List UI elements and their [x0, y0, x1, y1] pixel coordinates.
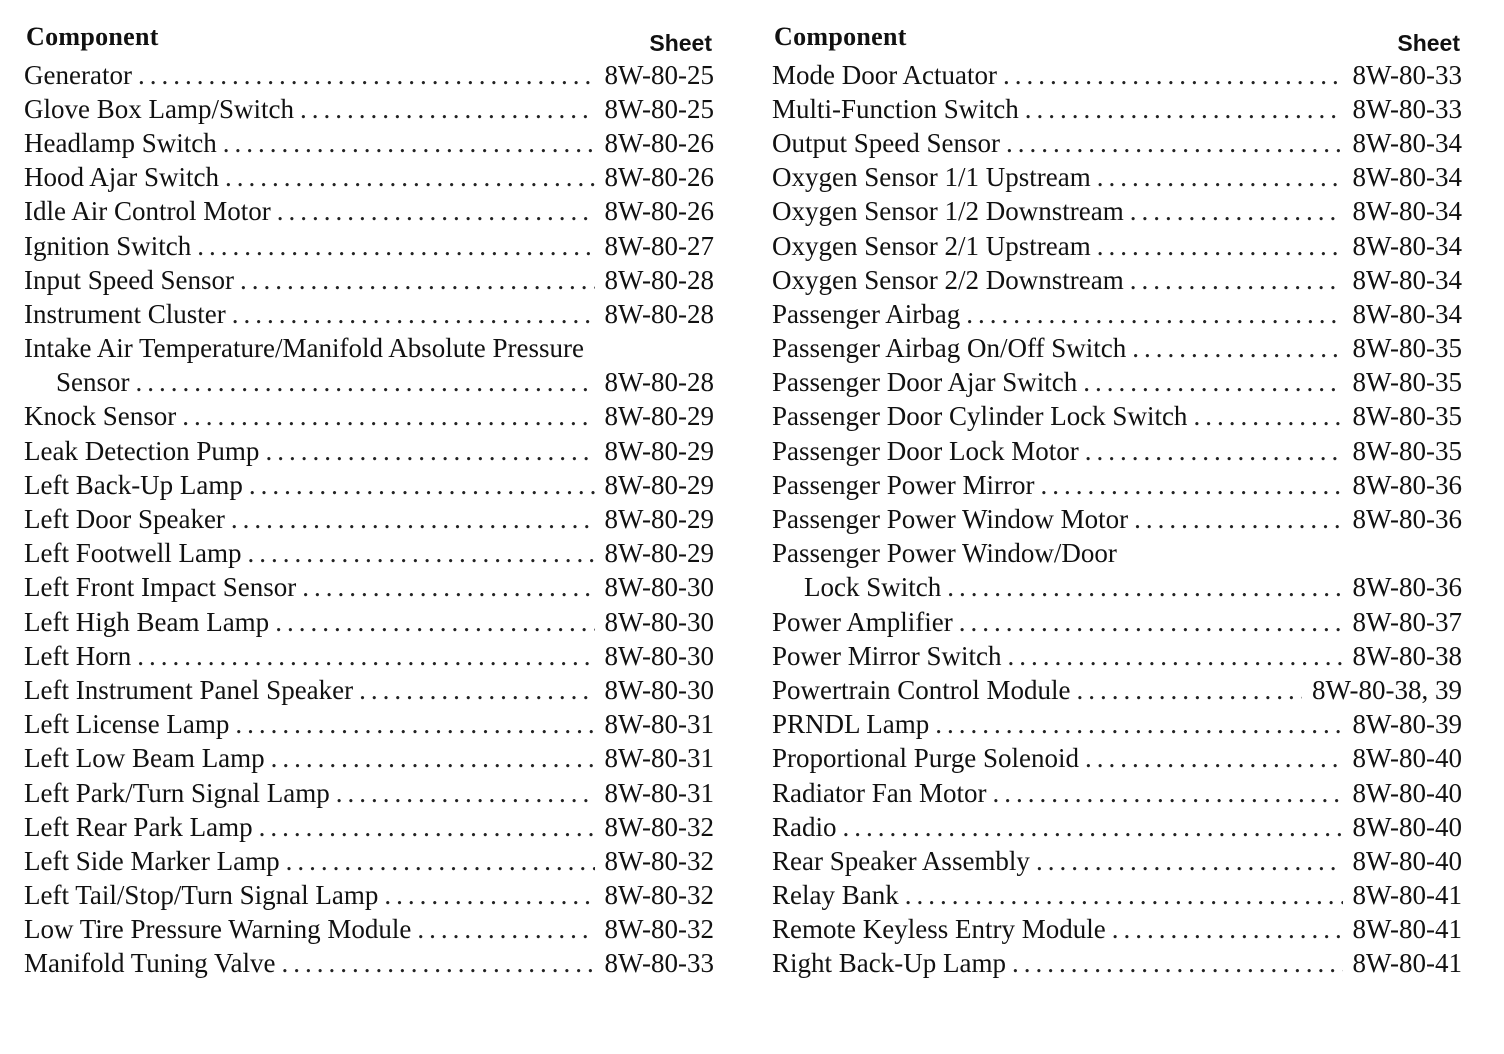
dot-leader: [226, 299, 595, 330]
dot-leader: [294, 94, 595, 125]
index-entry: [22, 263, 714, 297]
sheet-number: 8W-80-32: [604, 845, 714, 876]
sheet-number: 8W-80-28: [604, 298, 714, 329]
component-name: Remote Keyless Entry Module: [772, 914, 1106, 945]
sheet-number: 8W-80-41: [1352, 914, 1462, 945]
index-entry: [770, 537, 1462, 571]
index-entry: [22, 708, 714, 742]
index-entry: [22, 126, 714, 160]
sheet-number: 8W-80-34: [1352, 230, 1462, 261]
index-entry: [770, 263, 1462, 297]
sheet-number: 8W-80-41: [1352, 880, 1462, 911]
dot-leader: [269, 607, 594, 638]
sheet-number: 8W-80-29: [604, 538, 714, 569]
index-entry: [770, 742, 1462, 776]
component-name: Rear Speaker Assembly: [772, 845, 1030, 876]
component-name: Radio: [772, 811, 837, 842]
component-name: PRNDL Lamp: [772, 709, 930, 740]
index-entry: [22, 195, 714, 229]
index-entry: [22, 332, 714, 366]
sheet-number: 8W-80-27: [604, 230, 714, 261]
dot-leader: [217, 128, 595, 159]
index-entry: [770, 366, 1462, 400]
sheet-number: 8W-80-33: [1352, 93, 1462, 124]
dot-leader: [1106, 914, 1343, 945]
dot-leader: [929, 709, 1342, 740]
sheet-number: 8W-80-33: [604, 948, 714, 979]
sheet-number: 8W-80-32: [604, 880, 714, 911]
component-name: Oxygen Sensor 1/1 Upstream: [772, 162, 1091, 193]
index-entry: [770, 229, 1462, 263]
sheet-number: 8W-80-35: [1352, 367, 1462, 398]
index-entry: [770, 639, 1462, 673]
index-entry: [770, 605, 1462, 639]
component-name: Radiator Fan Motor: [772, 777, 987, 808]
sheet-number: 8W-80-33: [1352, 59, 1462, 90]
dot-leader: [259, 436, 594, 467]
index-entry: [770, 844, 1462, 878]
component-name: Mode Door Actuator: [772, 59, 997, 90]
dot-leader: [941, 572, 1342, 603]
sheet-number: 8W-80-30: [604, 640, 714, 671]
right-column-header: [770, 22, 1462, 58]
component-name: Knock Sensor: [24, 401, 177, 432]
dot-leader: [1128, 504, 1342, 535]
component-name: Generator: [24, 59, 132, 90]
component-name: Passenger Airbag: [772, 298, 961, 329]
index-entry: [770, 332, 1462, 366]
index-entry: [770, 58, 1462, 92]
sheet-number: 8W-80-40: [1352, 743, 1462, 774]
dot-leader: [1124, 265, 1343, 296]
sheet-number: 8W-80-34: [1352, 127, 1462, 158]
component-heading: Component: [774, 22, 907, 51]
sheet-number: 8W-80-34: [1352, 196, 1462, 227]
sheet-number: 8W-80-31: [604, 709, 714, 740]
index-entry: [770, 673, 1462, 707]
component-name: Left Side Marker Lamp: [24, 845, 280, 876]
component-name: Right Back-Up Lamp: [772, 948, 1006, 979]
index-entry-continuation: [22, 366, 714, 400]
index-entry: [22, 434, 714, 468]
sheet-number: 8W-80-30: [604, 572, 714, 603]
dot-leader: [265, 743, 595, 774]
index-entry: [22, 844, 714, 878]
sheet-number: 8W-80-41: [1352, 948, 1462, 979]
sheet-number: 8W-80-35: [1352, 401, 1462, 432]
index-entry: [22, 947, 714, 981]
dot-leader: [191, 231, 594, 262]
component-name: Left Back-Up Lamp: [24, 469, 243, 500]
sheet-number: 8W-80-37: [1352, 606, 1462, 637]
component-name: Input Speed Sensor: [24, 264, 234, 295]
component-name: Instrument Cluster: [24, 298, 226, 329]
component-name: Left License Lamp: [24, 709, 230, 740]
sheet-number: 8W-80-25: [604, 59, 714, 90]
sheet-number: 8W-80-36: [1352, 572, 1462, 603]
index-entry: [22, 297, 714, 331]
dot-leader: [353, 675, 594, 706]
sheet-number: 8W-80-38, 39: [1312, 674, 1462, 705]
dot-leader: [296, 572, 594, 603]
component-name-continued: Lock Switch: [804, 572, 942, 603]
sheet-number: 8W-80-29: [604, 469, 714, 500]
sheet-number: 8W-80-39: [1352, 709, 1462, 740]
component-name: Relay Bank: [772, 880, 899, 911]
component-name: Glove Box Lamp/Switch: [24, 93, 294, 124]
component-heading: Component: [26, 22, 159, 51]
sheet-heading: Sheet: [649, 30, 712, 56]
dot-leader: [960, 299, 1342, 330]
index-entry: [22, 502, 714, 536]
dot-leader: [997, 60, 1343, 91]
dot-leader: [130, 367, 595, 398]
component-name-continued: Sensor: [56, 367, 130, 398]
component-name: Left Park/Turn Signal Lamp: [24, 777, 330, 808]
component-name: Left Instrument Panel Speaker: [24, 674, 354, 705]
dot-leader: [837, 812, 1343, 843]
index-entry-continuation: [770, 571, 1462, 605]
dot-leader: [219, 162, 595, 193]
index-entry: [770, 879, 1462, 913]
index-entry: [22, 229, 714, 263]
sheet-number: 8W-80-35: [1352, 435, 1462, 466]
component-name: Passenger Door Cylinder Lock Switch: [772, 401, 1188, 432]
sheet-number: 8W-80-34: [1352, 298, 1462, 329]
dot-leader: [229, 709, 594, 740]
sheet-number: 8W-80-31: [604, 777, 714, 808]
right-column: [770, 22, 1462, 981]
sheet-number: 8W-80-34: [1352, 264, 1462, 295]
component-name: Left Front Impact Sensor: [24, 572, 297, 603]
index-entry: [770, 92, 1462, 126]
component-name: Passenger Airbag On/Off Switch: [772, 333, 1127, 364]
index-entry: [770, 947, 1462, 981]
left-column-header: [22, 22, 714, 58]
sheet-number: 8W-80-35: [1352, 333, 1462, 364]
sheet-heading: Sheet: [1397, 30, 1460, 56]
sheet-number: 8W-80-30: [604, 674, 714, 705]
dot-leader: [1019, 94, 1343, 125]
component-name: Left Rear Park Lamp: [24, 811, 253, 842]
component-name: Proportional Purge Solenoid: [772, 743, 1079, 774]
sheet-number: 8W-80-34: [1352, 162, 1462, 193]
component-name: Multi-Function Switch: [772, 93, 1019, 124]
dot-leader: [243, 470, 595, 501]
component-name: Left Footwell Lamp: [24, 538, 242, 569]
dot-leader: [1187, 401, 1342, 432]
component-name: Idle Air Control Motor: [24, 196, 271, 227]
dot-leader: [253, 812, 595, 843]
dot-leader: [1079, 743, 1343, 774]
sheet-number: 8W-80-36: [1352, 469, 1462, 500]
component-name: Leak Detection Pump: [24, 435, 260, 466]
component-name: Left Tail/Stop/Turn Signal Lamp: [24, 880, 379, 911]
component-name: Headlamp Switch: [24, 127, 217, 158]
dot-leader: [378, 880, 594, 911]
component-name: Left Door Speaker: [24, 504, 225, 535]
index-entry: [22, 879, 714, 913]
dot-leader: [1006, 948, 1343, 979]
sheet-number: 8W-80-31: [604, 743, 714, 774]
dot-leader: [411, 914, 594, 945]
component-name: Passenger Power Mirror: [772, 469, 1035, 500]
component-name: Passenger Door Ajar Switch: [772, 367, 1078, 398]
sheet-number: 8W-80-32: [604, 914, 714, 945]
sheet-number: 8W-80-28: [604, 264, 714, 295]
component-name: Power Amplifier: [772, 606, 953, 637]
component-name: Power Mirror Switch: [772, 640, 1002, 671]
sheet-number: 8W-80-38: [1352, 640, 1462, 671]
dot-leader: [1000, 128, 1343, 159]
left-column: [22, 22, 714, 981]
component-name: Powertrain Control Module: [772, 674, 1071, 705]
index-entry: [22, 161, 714, 195]
index-entry: [770, 708, 1462, 742]
dot-leader: [1001, 641, 1342, 672]
sheet-number: 8W-80-28: [604, 367, 714, 398]
index-entry: [770, 195, 1462, 229]
sheet-number: 8W-80-25: [604, 93, 714, 124]
dot-leader: [234, 265, 595, 296]
index-entry: [22, 913, 714, 947]
index-entry: [770, 502, 1462, 536]
component-name: Passenger Power Window Motor: [772, 504, 1129, 535]
component-name: Output Speed Sensor: [772, 127, 1000, 158]
dot-leader: [899, 880, 1343, 911]
component-name: Manifold Tuning Valve: [24, 948, 276, 979]
dot-leader: [132, 60, 595, 91]
index-entry: [22, 673, 714, 707]
index-entry: [770, 126, 1462, 160]
index-entry: [22, 537, 714, 571]
index-entry: [22, 468, 714, 502]
component-name: Passenger Power Window/Door: [772, 538, 1117, 569]
component-name: Oxygen Sensor 1/2 Downstream: [772, 196, 1124, 227]
sheet-number: 8W-80-29: [604, 504, 714, 535]
index-entry: [22, 605, 714, 639]
component-name: Ignition Switch: [24, 230, 192, 261]
component-name: Intake Air Temperature/Manifold Absolute Pressure: [24, 333, 584, 364]
component-name: Left Low Beam Lamp: [24, 743, 265, 774]
dot-leader: [1091, 231, 1343, 262]
dot-leader: [1030, 846, 1343, 877]
index-entry: [770, 400, 1462, 434]
left-entry-list: [22, 58, 714, 981]
component-name: Oxygen Sensor 2/2 Downstream: [772, 264, 1124, 295]
index-entry: [22, 571, 714, 605]
dot-leader: [280, 846, 595, 877]
component-name: Left Horn: [24, 640, 132, 671]
sheet-number: 8W-80-26: [604, 127, 714, 158]
component-name: Passenger Door Lock Motor: [772, 435, 1079, 466]
index-entry: [770, 810, 1462, 844]
dot-leader: [1126, 333, 1342, 364]
dot-leader: [986, 778, 1342, 809]
dot-leader: [176, 401, 594, 432]
dot-leader: [953, 607, 1343, 638]
dot-leader: [131, 641, 594, 672]
sheet-number: 8W-80-29: [604, 435, 714, 466]
dot-leader: [241, 538, 594, 569]
component-name: Hood Ajar Switch: [24, 162, 219, 193]
dot-leader: [330, 778, 595, 809]
sheet-number: 8W-80-40: [1352, 811, 1462, 842]
index-entry: [22, 776, 714, 810]
index-entry: [22, 810, 714, 844]
sheet-number: 8W-80-29: [604, 401, 714, 432]
index-entry: [22, 400, 714, 434]
component-name: Left High Beam Lamp: [24, 606, 270, 637]
index-entry: [770, 468, 1462, 502]
dot-leader: [1124, 196, 1343, 227]
dot-leader: [1077, 367, 1342, 398]
component-name: Low Tire Pressure Warning Module: [24, 914, 412, 945]
dot-leader: [1034, 470, 1342, 501]
sheet-number: 8W-80-36: [1352, 504, 1462, 535]
index-entry: [22, 58, 714, 92]
index-entry: [22, 92, 714, 126]
sheet-number: 8W-80-26: [604, 162, 714, 193]
dot-leader: [276, 948, 595, 979]
index-entry: [22, 742, 714, 776]
sheet-number: 8W-80-40: [1352, 845, 1462, 876]
sheet-number: 8W-80-26: [604, 196, 714, 227]
component-name: Oxygen Sensor 2/1 Upstream: [772, 230, 1091, 261]
sheet-number: 8W-80-30: [604, 606, 714, 637]
dot-leader: [1091, 162, 1343, 193]
index-entry: [770, 776, 1462, 810]
index-entry: [770, 913, 1462, 947]
right-entry-list: [770, 58, 1462, 981]
sheet-number: 8W-80-32: [604, 811, 714, 842]
index-entry: [770, 297, 1462, 331]
index-entry: [770, 161, 1462, 195]
dot-leader: [1070, 675, 1302, 706]
sheet-number: 8W-80-40: [1352, 777, 1462, 808]
dot-leader: [1079, 436, 1343, 467]
index-entry: [770, 434, 1462, 468]
dot-leader: [225, 504, 595, 535]
dot-leader: [271, 196, 595, 227]
index-entry: [22, 639, 714, 673]
